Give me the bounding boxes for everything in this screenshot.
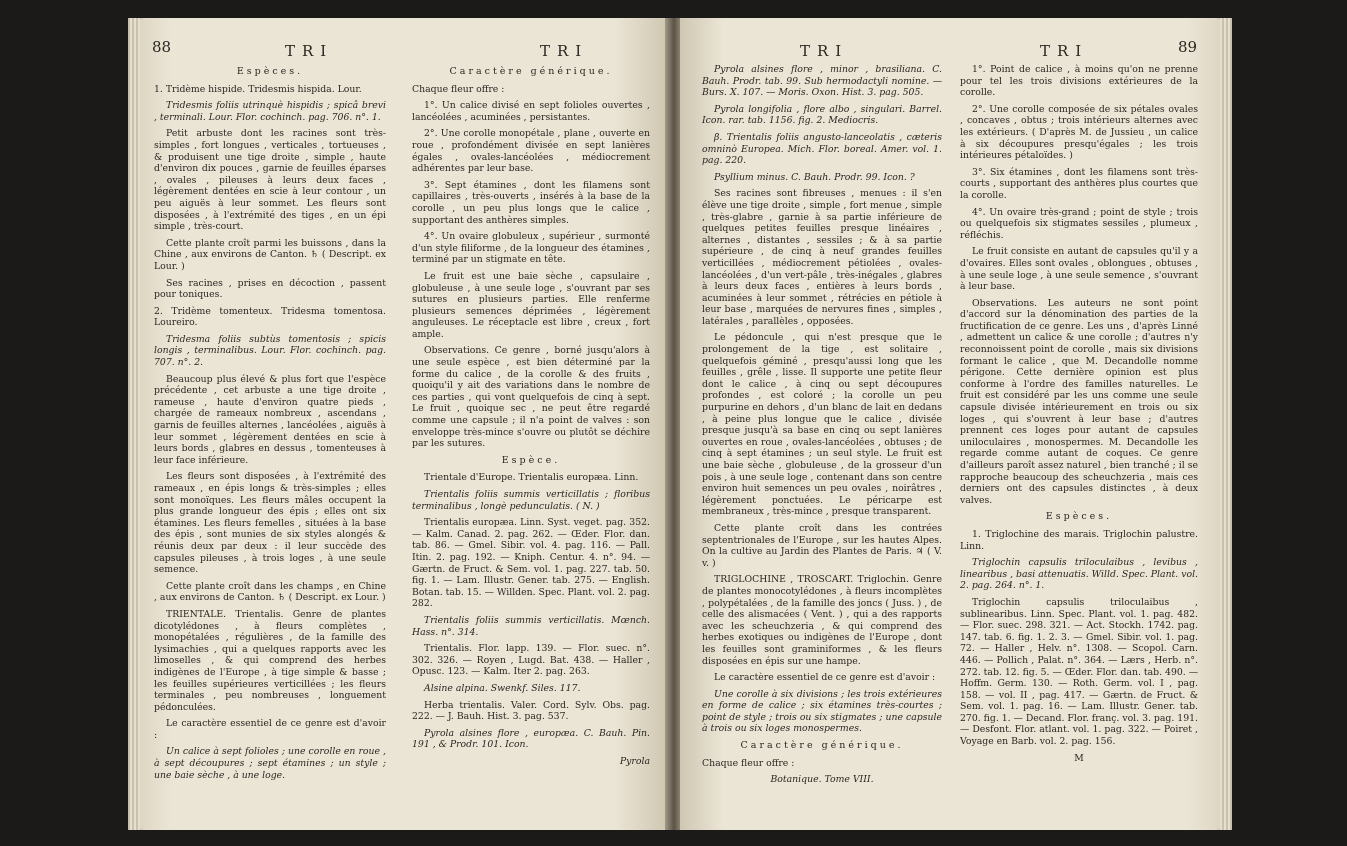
paragraph: Un calice à sept folioles ; une corolle en roue , à sept découpures ; sept étamines ; un style ; une baie sèche , à une loge.: [154, 746, 386, 781]
right-page-edge: [1218, 18, 1232, 830]
running-header-right-1: TRI: [800, 42, 849, 60]
paragraph: 1°. Un calice divisé en sept folioles ouvertes , lancéolées , acuminées , persistantes.: [412, 100, 650, 123]
section-heading: Espèce.: [501, 454, 561, 466]
paragraph: Alsine alpina. Swenkf. Siles. 117.: [424, 682, 581, 694]
paragraph: 2°. Une corolle monopétale , plane , ouverte en roue , profondément divisée en sept lanières égales , ovales-lancéolées , médiocrement adhérentes par leur base.: [412, 128, 650, 175]
paragraph: β. Trientalis foliis angusto-lanceolatis , cæteris omninò Europea. Mich. Flor. boreal. Amer. vol. 1. pag. 220.: [702, 131, 942, 167]
paragraph: 4°. Un ovaire très-grand ; point de style ; trois ou quelquefois six stigmates sessiles , plumeux , réfléchis.: [960, 206, 1198, 241]
catchword: Pyrola: [619, 755, 650, 767]
paragraph: Trientalis foliis summis verticillatis ; floribus terminalibus , longè pedunculatis. ( N. ): [412, 489, 650, 512]
paragraph: Psyllium minus. C. Bauh. Prodr. 99. Icon. ?: [714, 171, 915, 183]
paragraph: 1°. Point de calice , à moins qu'on ne prenne pour tel les trois divisions extérieures de la corolle.: [960, 64, 1198, 99]
paragraph: Triglochin capsulis triloculaibus , sublinearibus. Linn. Spec. Plant. vol. 1. pag. 482. — Flor. suec. 298. 321. — Act. Stockh. 1742. pag. 147. tab. 6. fig. 1. 2. 3. — Gmel. Sibir. vol. 1. pag. 72. — Haller , Helv. n°. 1308. — Scopol. Carn. 446. — Pollich , Palat. n°. 364. — Lærs , Herb. n°. 272. tab. 12. fig. 5. — Œder. Flor. dan. tab. 490. — Hoffm. Germ. 130. — Roth. Germ. vol. I , pag. 158. — vol. II , pag. 417. — Gærtn. de Fruct. & Sem. vol. 1. pag. 16. — Lam. Illustr. Gener. tab. 270. fig. 1. — Decand. Flor. franç. vol. 3. pag. 191. — Desfont. Flor. atlant. vol. 1. pag. 322. — Poiret , Voyage en Barb. vol. 2. pag. 156.: [960, 596, 1198, 748]
paragraph: Cette plante croît dans les champs , en Chine , aux environs de Canton. ♄ ( Descript. ex Lour. ): [154, 580, 386, 604]
paragraph: Le fruit consiste en autant de capsules qu'il y a d'ovaires. Elles sont ovales , oblongues , obtuses , à une seule loge , à une seule semence , s'ouvrant à leur base.: [960, 246, 1198, 293]
paragraph: Le caractère essentiel de ce genre est d'avoir :: [714, 672, 936, 684]
paragraph: Les fleurs sont disposées , à l'extrémité des rameaux , en épis longs & très-simples ; elles sont monoïques. Les fleurs mâles occupent la plus grande longueur des épis ; elles ont six étamines. Les fleurs femelles , situées à la base des épis , sont munies de six styles alongés & réunis deux par deux : il leur succède des capsules pileuses , à trois loges , à une seule semence.: [154, 471, 386, 576]
paragraph: 3°. Six étamines , dont les filamens sont très-courts , supportant des anthères plus courtes que la corolle.: [960, 166, 1198, 201]
signature-mark: M: [1074, 752, 1084, 764]
paragraph: 2°. Une corolle composée de six pétales ovales , concaves , obtus ; trois intérieurs alternes avec les extérieurs. ( D'après M. de Jussieu , un calice à six découpures presqu'égales ; les trois intérieures pétaloïdes. ): [960, 103, 1198, 162]
section-heading: Caractère générique.: [740, 740, 904, 752]
paragraph: Le caractère essentiel de ce genre est d'avoir :: [154, 718, 386, 741]
paragraph: Trientalis foliis summis verticillatis. Mœnch. Hass. n°. 314.: [412, 614, 650, 638]
paragraph: Cette plante croît dans les contrées septentrionales de l'Europe , sur les hautes Alpes. On la cultive au Jardin des Plantes de Paris. ♃ ( V. v. ): [702, 522, 942, 569]
paragraph: 4°. Un ovaire globuleux , supérieur , surmonté d'un style filiforme , de la longueur des étamines , terminé par un stigmate en tête.: [412, 231, 650, 266]
running-header-left-2: TRI: [540, 42, 589, 60]
paragraph: Chaque fleur offre :: [702, 757, 795, 769]
paragraph: Trientale d'Europe. Trientalis europæa. Linn.: [424, 472, 639, 484]
paragraph: Trientalis europæa. Linn. Syst. veget. pag. 352. — Kalm. Canad. 2. pag. 262. — Œder. Flor. dan. tab. 86. — Gmel. Sibir. vol. 4. pag. 116. — Pall. Itin. 2. pag. 192. — Kniph. Centur. 4. n°. 94. — Gærtn. de Fruct. & Sem. vol. 1. pag. 227. tab. 50. fig. 1. — Lam. Illustr. Gener. tab. 275. — English. Botan. tab. 15. — Willden. Spec. Plant. vol. 2. pag. 282.: [412, 517, 650, 610]
left-page: [140, 18, 667, 830]
paragraph: 3°. Sept étamines , dont les filamens sont capillaires , très-ouverts , insérés à la base de la corolle , un peu plus longs que le calice , supportant des anthères simples.: [412, 179, 650, 226]
paragraph: Pyrola alsines flore , minor , brasiliana. C. Bauh. Prodr. tab. 99. Sub hermodactyli nomine. — Burs. X. 107. — Moris. Oxon. Hist. 3. pag. 505.: [702, 64, 942, 99]
right-column-2: [960, 64, 1198, 764]
paragraph: Tridesmis foliis utrinquè hispidis ; spicâ brevi , terminali. Lour. Flor. cochinch. pag. 706. n°. 1.: [154, 100, 386, 123]
paragraph: Herba trientalis. Valer. Cord. Sylv. Obs. pag. 222. — J. Bauh. Hist. 3. pag. 537.: [412, 699, 650, 723]
paragraph: 1. Triglochine des marais. Triglochin palustre. Linn.: [960, 528, 1198, 552]
paragraph: TRIENTALE. Trientalis. Genre de plantes dicotylédones , à fleurs complètes , monopétalées , régulières , de la famille des lysimachies , qui a quelques rapports avec les limoselles , & qui comprend des herbes indigènes de l'Europe , à tige simple & basse ; les feuilles supérieures verticillées ; les fleurs terminales , peu nombreuses , longuement pédonculées.: [154, 608, 386, 713]
paragraph: Observations. Ce genre , borné jusqu'alors à une seule espèce , est bien déterminé par la forme du calice , de la corolle & des fruits , quoiqu'il y ait des variations dans le nombre de ces parties , qui vont quelquefois de cinq à sept. Le fruit , quoique sec , ne peut être regardé comme une capsule ; il n'a point de valves : son enveloppe très-mince s'ouvre ou plutôt se déchire par les sutures.: [412, 345, 650, 450]
right-page: [680, 18, 1220, 830]
section-heading: Caractère générique.: [449, 66, 613, 77]
paragraph: Tridesma foliis subtùs tomentosis ; spicis longis , terminalibus. Lour. Flor. cochinch. pag. 707. n°. 2.: [154, 333, 386, 369]
paragraph: 2. Tridème tomenteux. Tridesma tomentosa. Loureiro.: [154, 305, 386, 329]
paragraph: Ses racines sont fibreuses , menues : il s'en élève une tige droite , simple , fort menue , simple , très-glabre , garnie à sa partie inférieure de quelques petites feuilles presque linéaires , alternes , distantes , sessiles ; & à sa partie supérieure , de cinq à neuf grandes feuilles verticillées , médiocrement pétiolées , ovales-lancéolées , d'un vert-pâle , très-inégales , glabres à leurs deux faces , entières à leurs bords , acuminées à leur sommet , rétrécies en pétiole à leur base , marquées de nervures fines , simples , latérales , parallèles , opposées.: [702, 188, 942, 327]
paragraph: Petit arbuste dont les racines sont très-simples , fort longues , verticales , tortueuses , & produisent une tige droite , simple , haute d'environ dix pouces , garnie de feuilles éparses , ovales , pileuses à leurs deux faces , légèrement dentées en scie à leur contour , un peu aiguës à leur sommet. Les fleurs sont disposées , à l'extrémité des tiges , en un épi simple , très-court.: [154, 128, 386, 233]
left-column-2: [412, 64, 650, 767]
paragraph: Le pédoncule , qui n'est presque que le prolongement de la tige , est solitaire , quelquefois géminé , presqu'aussi long que les feuilles , grêle , lisse. Il supporte une petite fleur dont le calice , à cinq ou sept découpures profondes , est coloré ; la corolle un peu purpurine en dehors , d'un blanc de lait en dedans , à peine plus longue que le calice , divisée presque jusqu'à sa base en cinq ou sept lanières ouvertes en roue , ovales-lancéolées , obtuses ; de cinq à sept étamines ; un seul style. Le fruit est une baie sèche , globuleuse , de la grosseur d'un pois , à une seule loge , contenant dans son centre environ huit semences un peu ovales , noirâtres , légèrement ponctuées. Le péricarpe est membraneux , très-mince , presque transparent.: [702, 332, 942, 518]
page-number-left: 88: [152, 38, 172, 56]
running-header-right-2: TRI: [1040, 42, 1089, 60]
paragraph: Chaque fleur offre :: [412, 83, 505, 95]
paragraph: Triglochin capsulis triloculaibus , levibus , linearibus , basi attenuatis. Willd. Spec. Plant. vol. 2. pag. 264. n°. 1.: [960, 557, 1198, 592]
left-column-1: [154, 64, 386, 786]
paragraph: Le fruit est une baie sèche , capsulaire , globuleuse , à une seule loge , s'ouvrant par ses sutures en plusieurs parties. Elle renferme plusieurs semences déprimées , légèrement anguleuses. Le réceptacle est libre , creux , fort ample.: [412, 270, 650, 340]
section-heading: Espèces.: [236, 66, 304, 77]
paragraph: Trientalis. Flor. lapp. 139. — Flor. suec. n°. 302. 326. — Royen , Lugd. Bat. 438. — Haller , Opusc. 123. — Kalm. Iter 2. pag. 263.: [412, 643, 650, 678]
paragraph: Beaucoup plus élevé & plus fort que l'espèce précédente , cet arbuste a une tige droite , rameuse , haute d'environ quatre pieds , chargée de rameaux nombreux , ascendans , garnis de feuilles alternes , lancéolées , aiguës à leur sommet , légèrement dentées en scie à leurs bords , glabres en dessus , tomenteuses à leur face inférieure.: [154, 373, 386, 466]
running-header-left-1: TRI: [285, 42, 334, 60]
right-column-1: [702, 64, 942, 786]
paragraph: 1. Tridème hispide. Tridesmis hispida. Lour.: [154, 83, 362, 95]
signature-line: Botanique. Tome VIII.: [770, 774, 874, 786]
paragraph: Une corolle à six divisions ; les trois extérieures en forme de calice ; six étamines très-courtes ; point de style ; trois ou six stigmates ; une capsule à trois ou six loges monospermes.: [702, 688, 942, 735]
paragraph: Pyrola alsines flore , europæa. C. Bauh. Pin. 191 , & Prodr. 101. Icon.: [412, 727, 650, 751]
page-number-right: 89: [1178, 38, 1198, 56]
paragraph: Observations. Les auteurs ne sont point d'accord sur la dénomination des parties de la fructification de ce genre. Les uns , d'après Linné , admettent un calice & une corolle ; d'autres n'y reconnoissent point de corolle , mais six divisions formant le calice , que M. Decandolle nomme périgone. Cette dernière opinion est plus conforme à l'ordre des familles naturelles. Le fruit est considéré par les uns comme une seule capsule divisée intérieurement en trois ou six loges , qui s'ouvrent à leur base ; d'autres prennent ces loges pour autant de capsules uniloculaires , monospermes. M. Decandolle les regarde comme autant de coques. Ce genre d'ailleurs paroît assez naturel , bien tranché ; il se rapproche beaucoup des scheuchzeria , mais ces derniers ont des capsules distinctes , à deux valves.: [960, 297, 1198, 506]
paragraph: Cette plante croît parmi les buissons , dans la Chine , aux environs de Canton. ♄ ( Descript. ex Lour. ): [154, 237, 386, 272]
paragraph: Pyrola longifolia , flore albo , singulari. Barrel. Icon. rar. tab. 1156. fig. 2. Mediocris.: [702, 103, 942, 127]
section-heading: Espèces.: [1045, 511, 1113, 523]
paragraph: Ses racines , prises en décoction , passent pour toniques.: [154, 277, 386, 301]
paragraph: TRIGLOCHINE , TROSCART. Triglochin. Genre de plantes monocotylédones , à fleurs incomplètes , polypétalées , de la famille des joncs ( Juss. ) , de celle des alismacées ( Vent. ) , qui a des rapports avec les scheuchzeria , & qui comprend des herbes exotiques ou indigènes de l'Europe , dont les feuilles sont graminiformes , & les fleurs disposées en épis sur une hampe.: [702, 574, 942, 667]
